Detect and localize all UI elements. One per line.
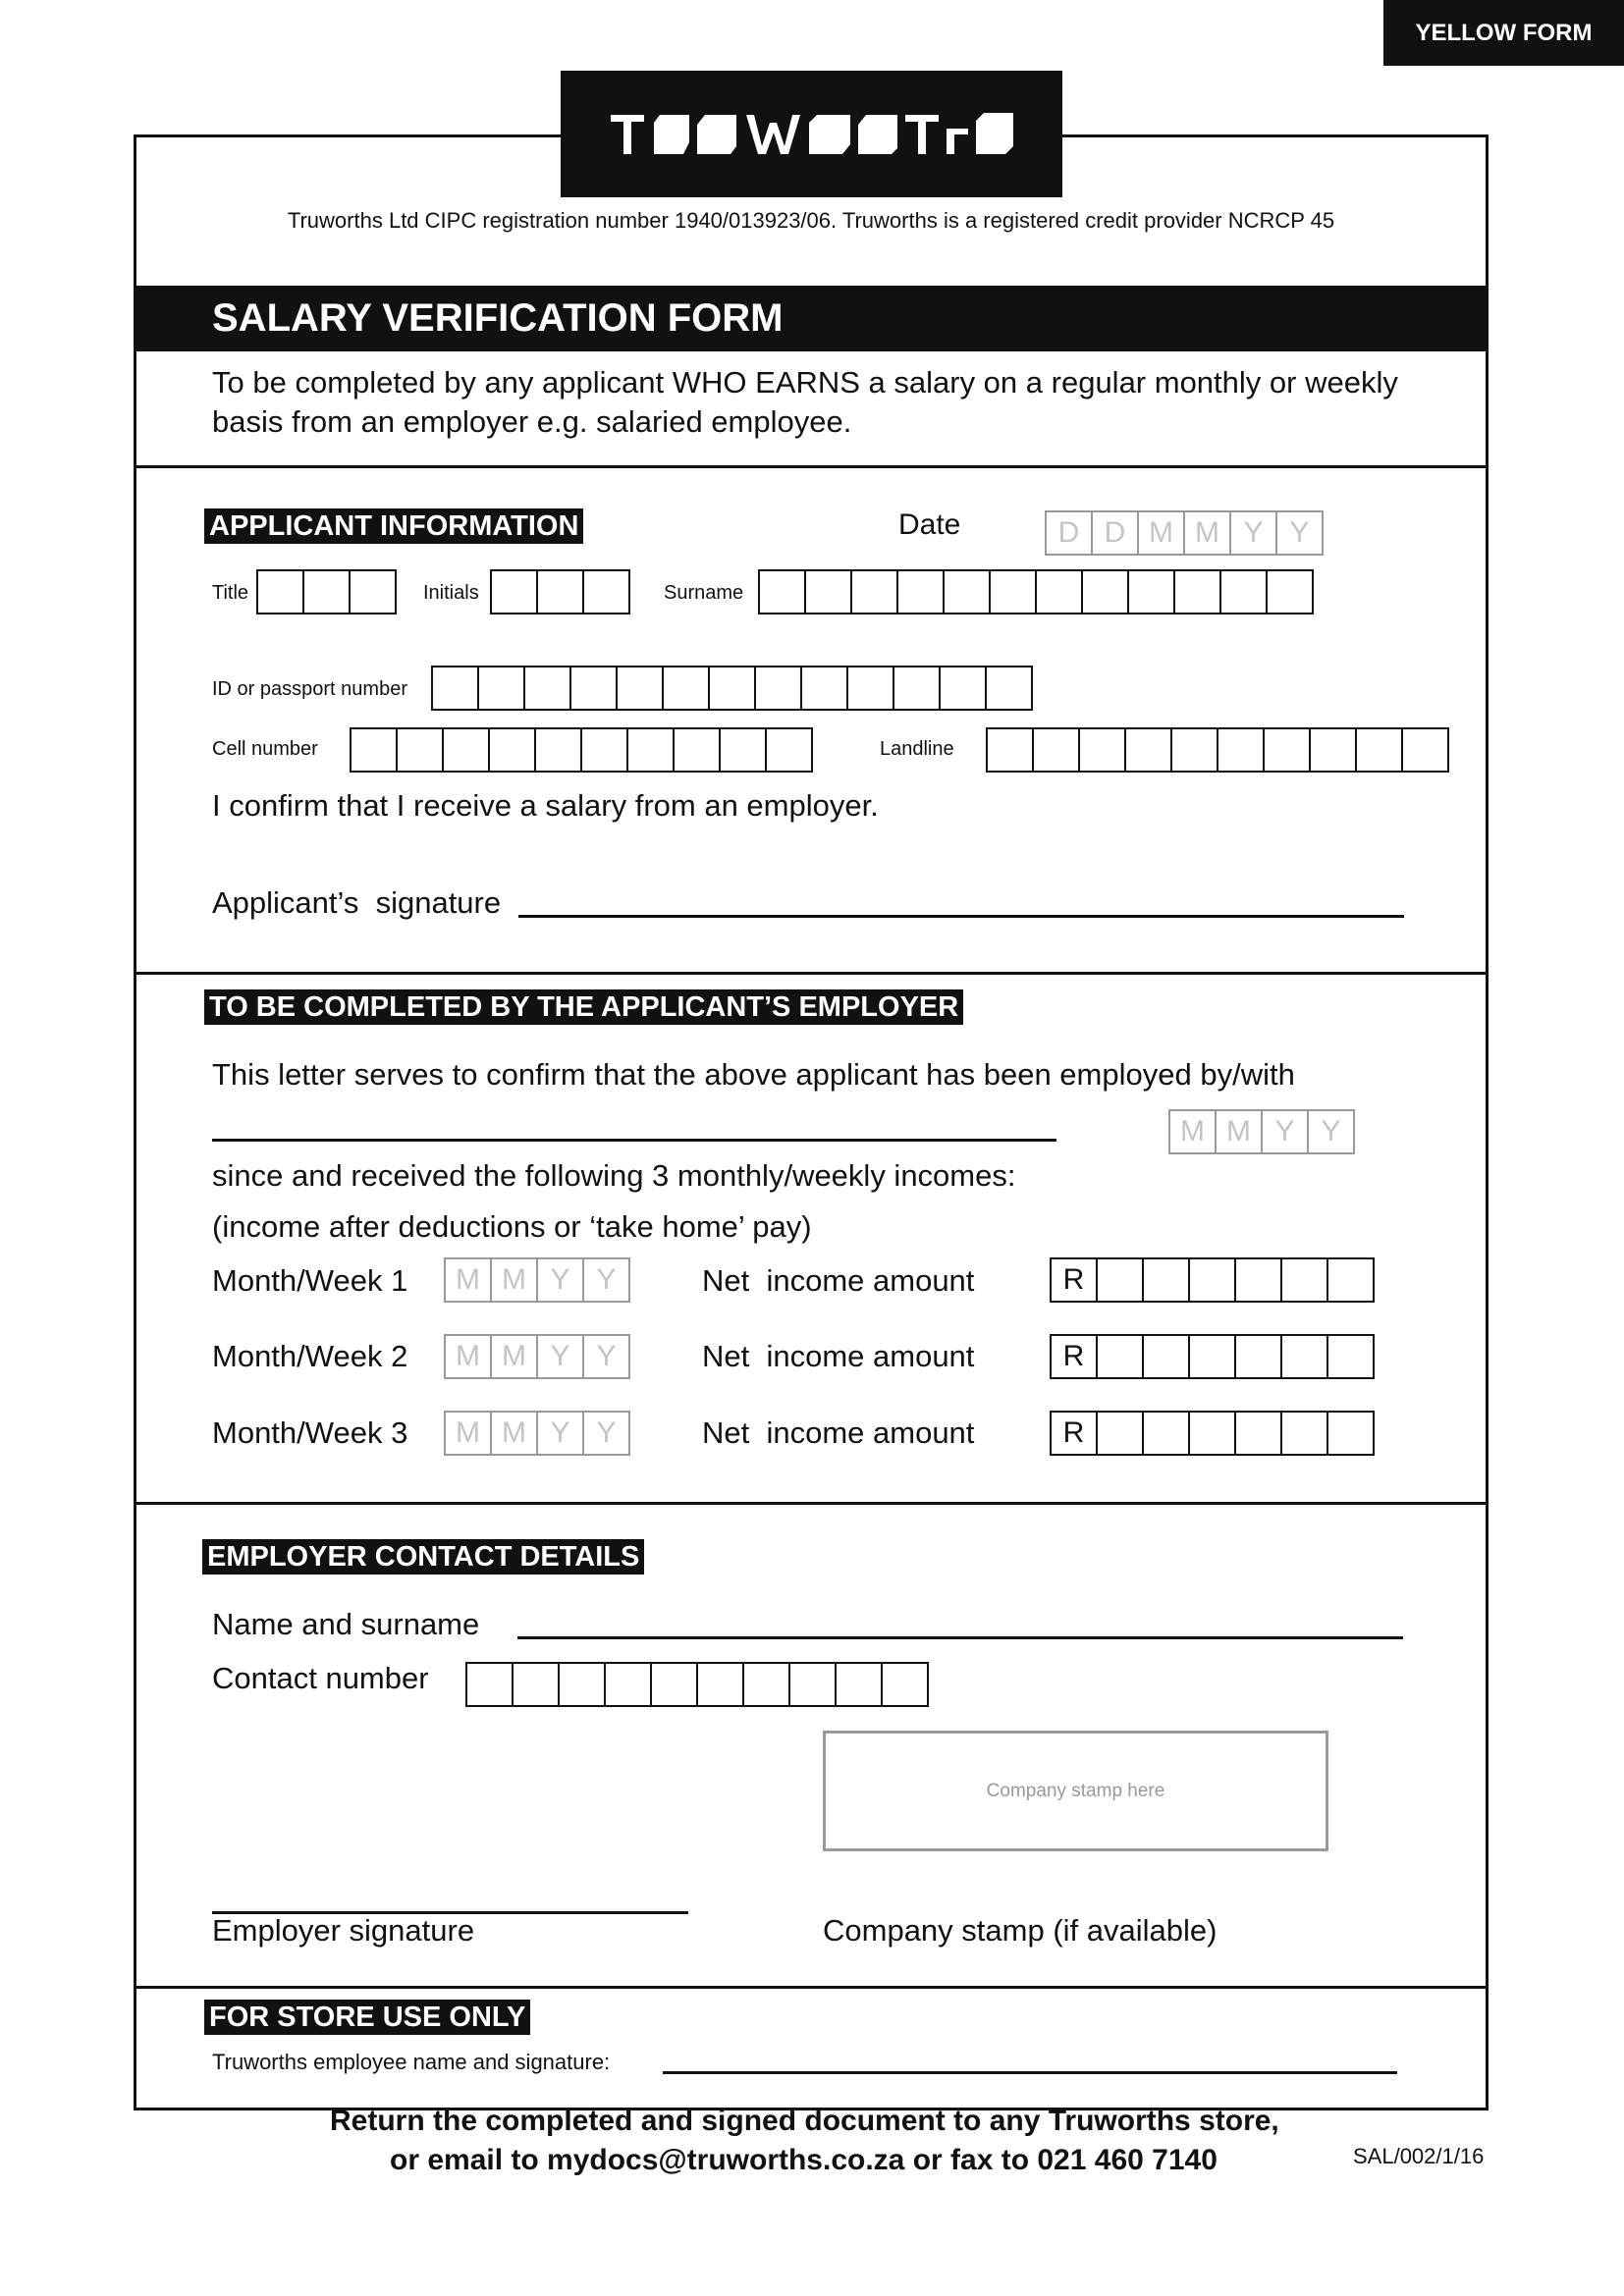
return-instructions-line2: or email to mydocs@truworths.co.za or fax to 021 460 7140 [390,2144,1218,2176]
id-number-field[interactable] [431,666,1033,711]
name-surname-line[interactable] [517,1636,1403,1639]
cell-number-field[interactable] [350,727,813,773]
month-week-1-boxes[interactable] [444,1257,630,1303]
employer-name-line[interactable] [212,1139,1056,1142]
date-box[interactable]: M [1185,510,1231,556]
since-box[interactable]: M [1170,1109,1217,1154]
contact-number-label: Contact number [212,1661,429,1695]
form-code: SAL/002/1/16 [1353,2144,1485,2168]
section-divider [134,1986,1489,1989]
applicant-signature-line[interactable] [518,915,1404,918]
date-boxes[interactable] [1045,510,1324,556]
cell-label: Cell number [212,738,318,760]
month-week-2-boxes[interactable] [444,1334,630,1379]
period-box[interactable]: Y [584,1411,630,1456]
store-employee-label: Truworths employee name and signature: [212,2050,611,2074]
store-employee-line[interactable] [663,2071,1397,2074]
applicant-signature-label: Applicant’s signature [212,885,502,920]
landline-field[interactable] [986,727,1449,773]
company-stamp-area[interactable]: Company stamp here [823,1731,1328,1851]
intro-text: To be completed by any applicant WHO EARNS a salary on a regular monthly or weekly basis from an employer e.g. salaried employee. [212,365,1398,439]
employer-signature-label: Employer signature [212,1913,475,1948]
period-box[interactable]: Y [584,1334,630,1379]
registration-text: Truworths Ltd CIPC registration number 1940/013923/06. Truworths is a registered credit provider NCRCP 45 [287,208,1335,233]
surname-label: Surname [664,582,744,604]
initials-field[interactable] [490,569,630,614]
id-label: ID or passport number [212,678,407,700]
net-income-field-1[interactable] [1050,1257,1375,1303]
income-note: (income after deductions or ‘take home’ pay) [212,1209,812,1244]
period-box[interactable]: M [446,1257,492,1303]
period-box[interactable]: M [492,1334,538,1379]
since-box[interactable]: M [1217,1109,1263,1154]
date-box[interactable]: Y [1277,510,1324,556]
net-income-field-3[interactable] [1050,1411,1375,1456]
title-banner [134,286,1489,351]
period-box[interactable]: M [492,1411,538,1456]
period-box[interactable]: M [446,1334,492,1379]
net-income-field-2[interactable] [1050,1334,1375,1379]
company-stamp-label: Company stamp (if available) [823,1913,1218,1948]
contact-section-heading: EMPLOYER CONTACT DETAILS [202,1539,644,1575]
store-section-heading: FOR STORE USE ONLY [204,2000,530,2035]
currency-symbol: R [1052,1334,1098,1379]
truworths-wordmark [611,113,1013,156]
employer-section-heading: TO BE COMPLETED BY THE APPLICANT’S EMPLOYER [204,989,963,1025]
period-box[interactable]: Y [538,1411,584,1456]
surname-field[interactable] [758,569,1314,614]
date-label: Date [898,508,961,541]
name-surname-label: Name and surname [212,1607,480,1641]
confirm-statement: I confirm that I receive a salary from an employer. [212,788,879,823]
since-statement: since and received the following 3 monthly/weekly incomes: [212,1158,1016,1193]
date-box[interactable]: D [1047,510,1093,556]
period-box[interactable]: Y [584,1257,630,1303]
net-income-label-3: Net income amount [702,1415,975,1450]
currency-symbol: R [1052,1411,1098,1456]
date-box[interactable]: M [1139,510,1185,556]
form-title: SALARY VERIFICATION FORM [212,296,784,340]
landline-label: Landline [880,738,954,760]
date-box[interactable]: Y [1231,510,1277,556]
currency-symbol: R [1052,1257,1098,1303]
title-field[interactable] [256,569,397,614]
since-box[interactable]: Y [1263,1109,1309,1154]
period-box[interactable]: Y [538,1257,584,1303]
month-week-3-label: Month/Week 3 [212,1415,408,1450]
section-divider [134,1502,1489,1505]
date-box[interactable]: D [1093,510,1139,556]
section-divider [134,972,1489,975]
month-week-3-boxes[interactable] [444,1411,630,1456]
employment-letter: This letter serves to confirm that the above applicant has been employed by/with [212,1057,1295,1092]
applicant-section-heading: APPLICANT INFORMATION [204,508,583,544]
initials-label: Initials [423,582,479,604]
period-box[interactable]: M [492,1257,538,1303]
title-label: Title [212,582,249,604]
section-divider [134,465,1489,468]
period-box[interactable]: M [446,1411,492,1456]
period-box[interactable]: Y [538,1334,584,1379]
net-income-label-2: Net income amount [702,1339,975,1373]
month-week-2-label: Month/Week 2 [212,1339,408,1373]
form-color-tag: YELLOW FORM [1383,0,1624,66]
return-instructions-line1: Return the completed and signed document to any Truworths store, [330,2105,1279,2137]
month-week-1-label: Month/Week 1 [212,1263,408,1298]
since-date-boxes[interactable] [1168,1109,1355,1154]
truworths-logo [561,71,1062,197]
since-box[interactable]: Y [1309,1109,1355,1154]
net-income-label-1: Net income amount [702,1263,975,1298]
contact-number-field[interactable] [465,1662,929,1707]
